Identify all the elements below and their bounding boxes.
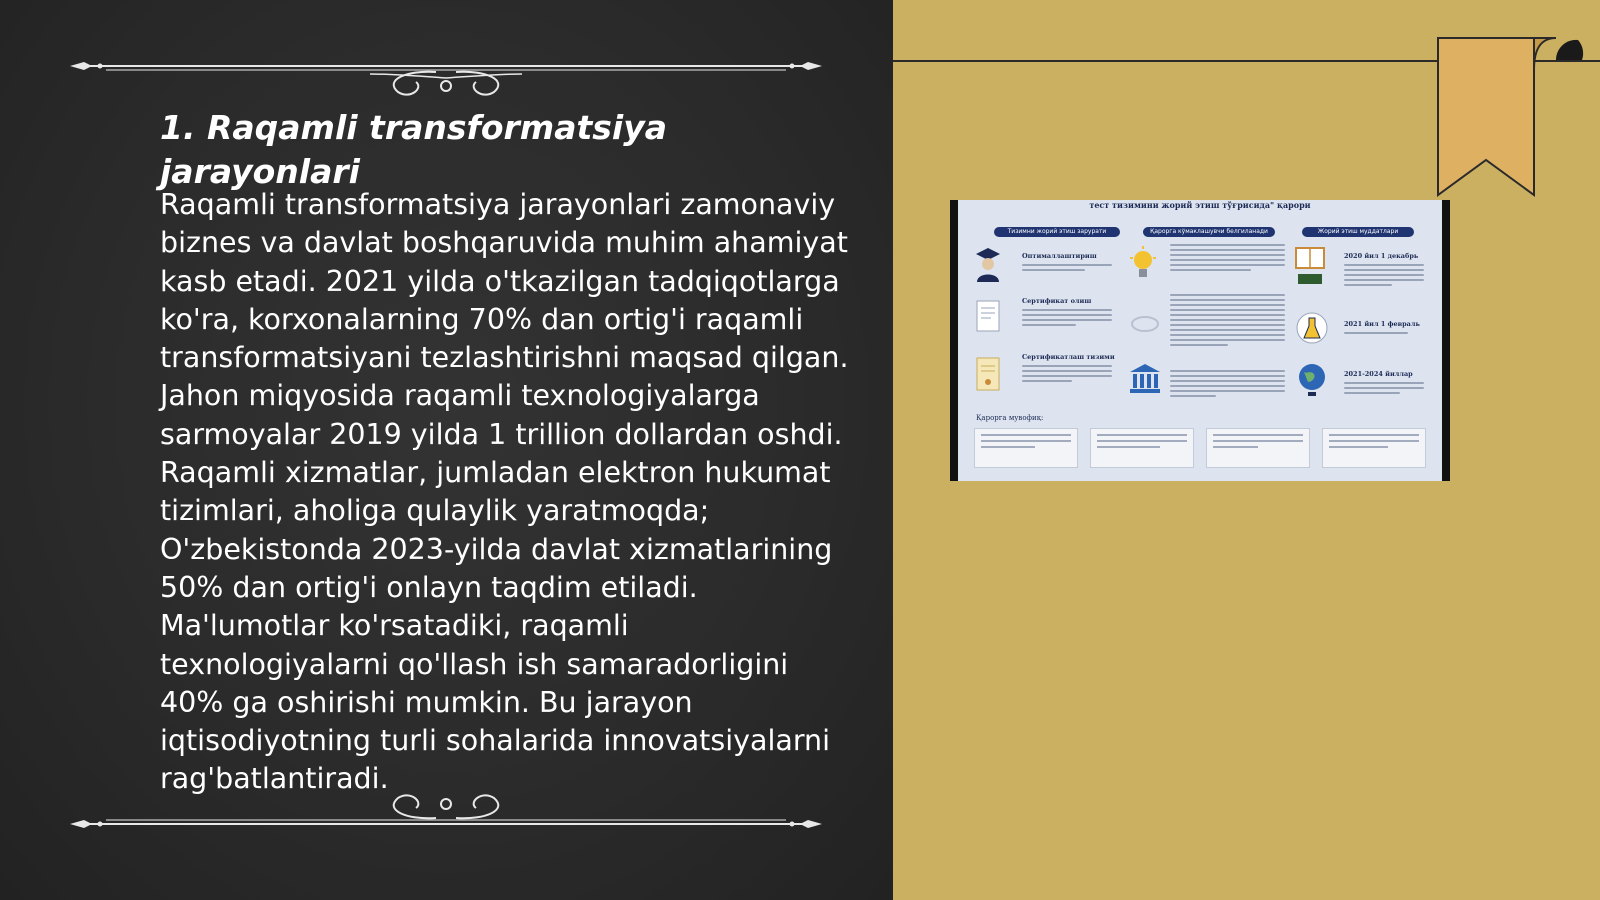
- document-icon: [1130, 312, 1160, 336]
- infographic-date: 2021-2024 йиллар: [1344, 370, 1413, 378]
- document-icon: [976, 357, 1000, 391]
- infographic-text-lines: [1022, 309, 1112, 329]
- infographic-column-header: Қарорга кўмаклашувчи белгиланади: [1143, 227, 1275, 237]
- infographic-footer-box: [1322, 428, 1426, 468]
- infographic-column-header: Тизимни жорий этиш зарурати: [994, 227, 1120, 237]
- infographic-text-lines: [1170, 370, 1285, 400]
- slide-title: 1. Raqamli transformatsiya jarayonlari: [160, 108, 667, 191]
- book-icon: [1294, 246, 1326, 286]
- infographic-heading: тест тизимини жорий этиш тўғрисида" қарори: [1089, 200, 1311, 210]
- globe-icon: [1296, 362, 1328, 398]
- infographic-date: 2020 йил 1 декабрь: [1344, 252, 1419, 260]
- graduate-icon: [974, 246, 1002, 282]
- infographic-footer-label: Қарорга мувофиқ:: [976, 414, 1044, 422]
- infographic-footer-box: [974, 428, 1078, 468]
- bookmark-ribbon-icon: [1430, 30, 1590, 200]
- certificate-icon: [976, 300, 1000, 332]
- infographic-footer-box: [1206, 428, 1310, 468]
- flask-icon: [1296, 312, 1328, 344]
- slide-body-text: Raqamli transformatsiya jarayonlari zamonaviy biznes va davlat boshqaruvida muhim ahamiyat kasb etadi. 2021 yilda o'tkazilgan tadqiqotlarga ko'ra, korxonalarning 70% dan ortig'i raqamli transformatsiyani tezlashtirishni maqsad qilgan. Jahon miqyosida raqamli texnologiyalarga sarmoyalar 2019 yilda 1 trillion dollardan oshdi. Raqamli xizmatlar, jumladan elektron hukumat tizimlari, aholiga qulaylik yaratmoqda; O'zbekistonda 2023-yilda davlat xizmatlarining 50% dan ortig'i onlayn taqdim etiladi. Ma'lumotlar ko'rsatadiki, raqamli texnologiyalarni qo'llash ish samaradorligini 40% ga oshirishi mumkin. Bu jarayon iqtisodiyotning turli sohalarida innovatsiyalarni rag'batlantiradi.: [160, 188, 849, 796]
- infographic-item-title: Сертификатлаш тизими: [1022, 353, 1115, 361]
- lightbulb-icon: [1128, 246, 1158, 282]
- scroll-ornament-icon: [66, 790, 826, 850]
- scroll-ornament-icon: [66, 40, 826, 100]
- infographic-item-title: Сертификат олиш: [1022, 297, 1092, 305]
- infographic-footer-box: [1090, 428, 1194, 468]
- infographic-document: [958, 200, 1442, 481]
- infographic-text-lines: [1170, 244, 1285, 274]
- infographic-item-title: Оптималлаштириш: [1022, 252, 1097, 260]
- infographic-text-lines: [1344, 332, 1424, 337]
- infographic-date: 2021 йил 1 февраль: [1344, 320, 1420, 328]
- infographic-text-lines: [1170, 294, 1285, 349]
- infographic-text-lines: [1022, 365, 1112, 385]
- infographic-text-lines: [1344, 382, 1424, 397]
- infographic-column-header: Жорий этиш муддатлари: [1302, 227, 1414, 237]
- bank-icon: [1128, 362, 1162, 394]
- infographic-text-lines: [1344, 264, 1424, 289]
- infographic-image: [950, 200, 1450, 481]
- infographic-text-lines: [1022, 264, 1112, 274]
